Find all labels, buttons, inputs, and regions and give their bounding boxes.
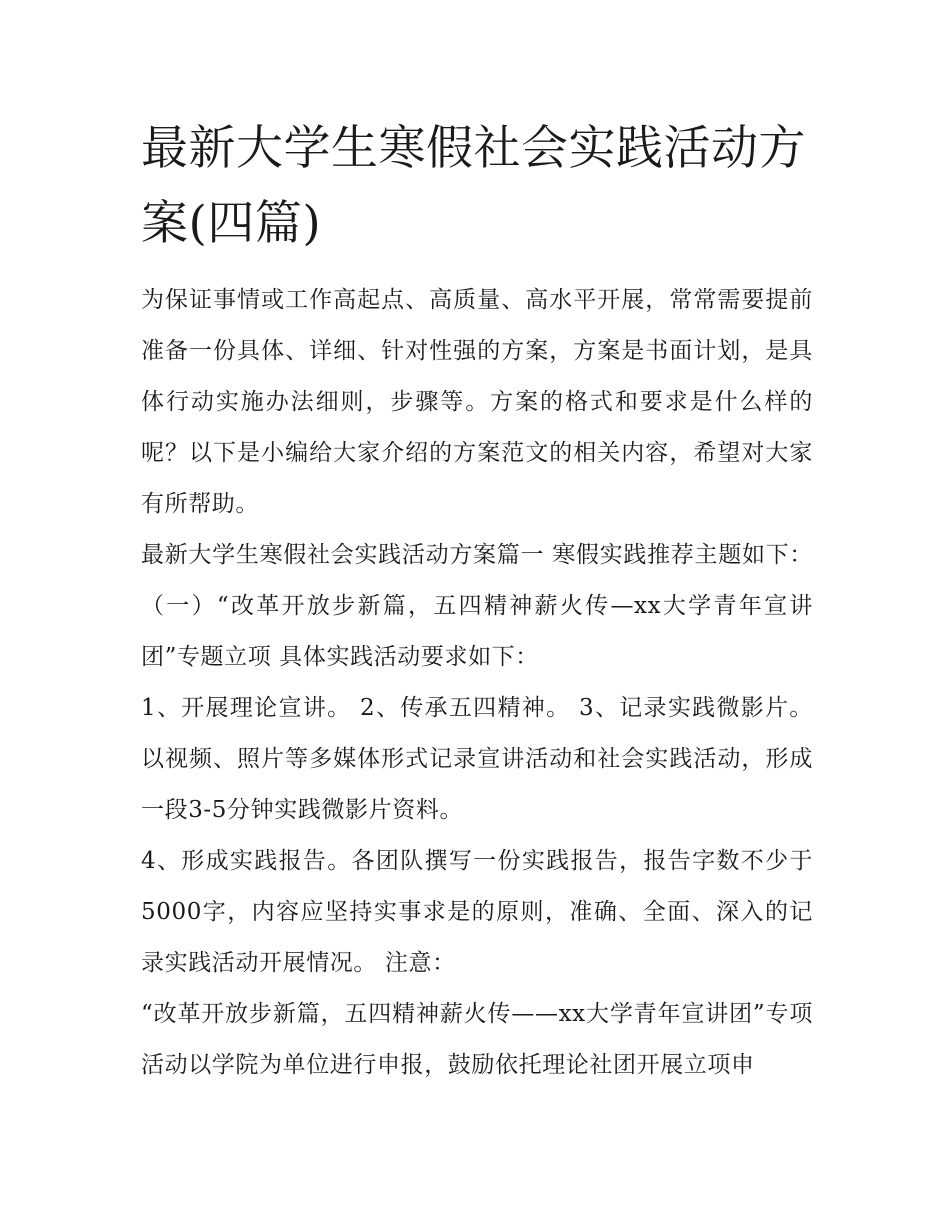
application-paragraph: “改革开放步新篇，五四精神薪火传——xx大学青年宣讲团”专项活动以学院为单位进行申报，鼓励依托理论社团开展立项申 bbox=[141, 1001, 813, 1078]
document-body bbox=[141, 275, 813, 1091]
report-paragraph: 4、形成实践报告。各团队撰写一份实践报告，报告字数不少于5000字，内容应坚持实事求是的原则，准确、全面、深入的记录实践活动开展情况。 注意： bbox=[141, 848, 813, 976]
requirements-paragraph: 1、开展理论宣讲。 2、传承五四精神。 3、记录实践微影片。以视频、照片等多媒体形式记录宣讲活动和社会实践活动，形成一段3-5分钟实践微影片资料。 bbox=[141, 695, 813, 823]
section-one-paragraph: 最新大学生寒假社会实践活动方案篇一 寒假实践推荐主题如下：（一）“改革开放步新篇，五四精神薪火传—xx大学青年宣讲团”专题立项 具体实践活动要求如下： bbox=[141, 542, 813, 670]
intro-paragraph: 为保证事情或工作高起点、高质量、高水平开展，常常需要提前准备一份具体、详细、针对性强的方案，方案是书面计划，是具体行动实施办法细则，步骤等。方案的格式和要求是什么样的呢？以下是小编给大家介绍的方案范文的相关内容，希望对大家有所帮助。 bbox=[141, 287, 813, 517]
document-title: 最新大学生寒假社会实践活动方案(四篇) bbox=[141, 121, 806, 251]
